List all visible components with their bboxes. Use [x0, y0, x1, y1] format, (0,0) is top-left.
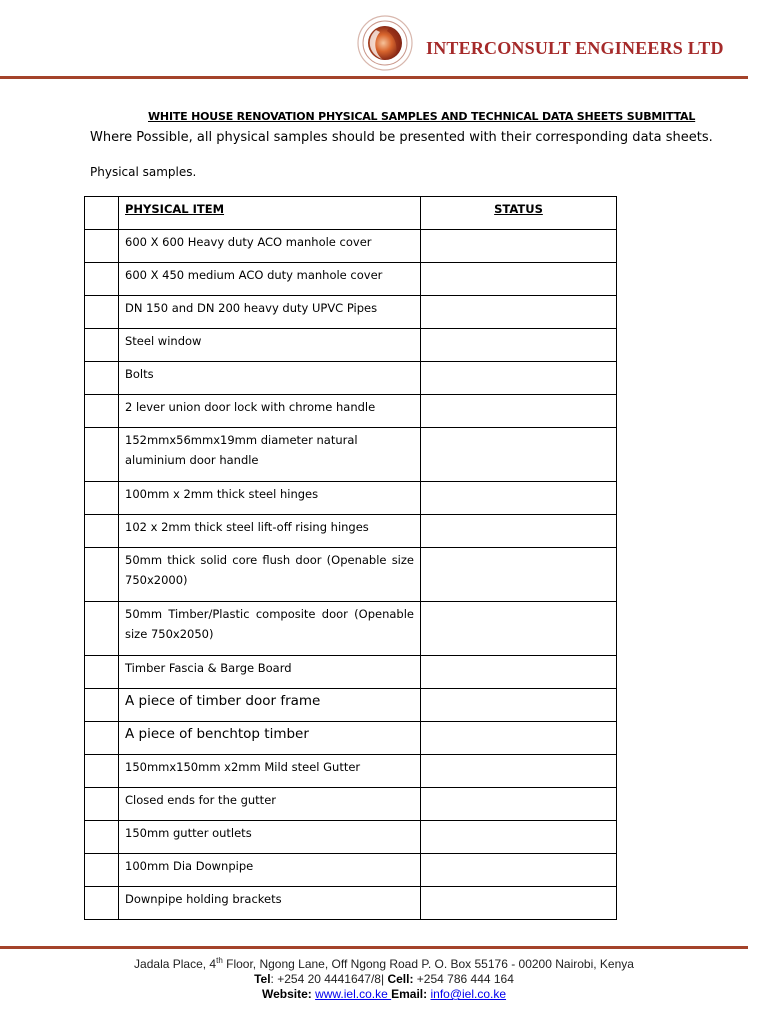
row-number-cell — [85, 395, 119, 428]
website-label: Website: — [261, 987, 312, 1001]
item-cell: Bolts — [119, 362, 421, 395]
table-row — [85, 230, 617, 263]
item-cell: A piece of timber door frame — [119, 689, 421, 722]
website-link[interactable]: www.iel.co.ke — [315, 987, 392, 1001]
status-cell[interactable] — [421, 722, 617, 755]
table-row — [85, 722, 617, 755]
status-cell[interactable] — [421, 482, 617, 515]
row-number-cell — [85, 887, 119, 920]
table-row — [85, 755, 617, 788]
status-cell[interactable] — [421, 329, 617, 362]
row-number-cell — [85, 788, 119, 821]
status-cell[interactable] — [421, 602, 617, 656]
company-logo-icon — [356, 12, 414, 74]
table-row — [85, 296, 617, 329]
table-row — [85, 602, 617, 656]
status-cell[interactable] — [421, 515, 617, 548]
item-cell: 150mm gutter outlets — [119, 821, 421, 854]
row-number-cell — [85, 656, 119, 689]
footer-phones — [0, 972, 768, 987]
email-link[interactable]: info@iel.co.ke — [430, 987, 507, 1001]
status-cell[interactable] — [421, 263, 617, 296]
cell-label: Cell: — [387, 972, 414, 986]
item-cell: 102 x 2mm thick steel lift-off rising hinges — [119, 515, 421, 548]
row-number-cell — [85, 755, 119, 788]
row-number-cell — [85, 722, 119, 755]
status-cell[interactable] — [421, 230, 617, 263]
item-cell: 600 X 600 Heavy duty ACO manhole cover — [119, 230, 421, 263]
row-number-cell — [85, 428, 119, 482]
status-cell[interactable] — [421, 548, 617, 602]
table-header-row — [85, 197, 617, 230]
row-number-cell — [85, 515, 119, 548]
item-cell: 150mmx150mm x2mm Mild steel Gutter — [119, 755, 421, 788]
row-number-cell — [85, 854, 119, 887]
tel-value: : +254 20 4441647/8| — [270, 972, 385, 986]
table-row — [85, 821, 617, 854]
row-number-cell — [85, 230, 119, 263]
status-cell[interactable] — [421, 755, 617, 788]
number-header-cell — [85, 197, 119, 230]
physical-samples-table — [84, 196, 617, 920]
section-label: Physical samples. — [90, 165, 197, 179]
item-cell: 100mm Dia Downpipe — [119, 854, 421, 887]
table-row — [85, 515, 617, 548]
table-row — [85, 656, 617, 689]
footer-address: Jadala Place, 4th Floor, Ngong Lane, Off Ngong Road P. O. Box 55176 - 00200 Nairobi, Kenya — [134, 956, 634, 971]
row-number-cell — [85, 482, 119, 515]
item-cell: 100mm x 2mm thick steel hinges — [119, 482, 421, 515]
intro-text: Where Possible, all physical samples should be presented with their corresponding data sheets. — [90, 130, 713, 145]
header-divider — [0, 76, 748, 79]
row-number-cell — [85, 821, 119, 854]
table-row — [85, 263, 617, 296]
status-header: STATUS — [421, 197, 617, 230]
item-cell: Steel window — [119, 329, 421, 362]
row-number-cell — [85, 548, 119, 602]
table-row — [85, 854, 617, 887]
row-number-cell — [85, 362, 119, 395]
row-number-cell — [85, 602, 119, 656]
footer — [0, 957, 768, 1002]
status-cell[interactable] — [421, 362, 617, 395]
table-row — [85, 482, 617, 515]
table-row — [85, 428, 617, 482]
status-cell[interactable] — [421, 854, 617, 887]
table-row — [85, 362, 617, 395]
footer-divider — [0, 946, 748, 949]
row-number-cell — [85, 329, 119, 362]
table-row — [85, 548, 617, 602]
row-number-cell — [85, 263, 119, 296]
cell-value: +254 786 444 164 — [413, 972, 514, 986]
tel-label: Tel — [254, 972, 271, 986]
item-cell: 2 lever union door lock with chrome handle — [119, 395, 421, 428]
status-cell[interactable] — [421, 887, 617, 920]
document-title: WHITE HOUSE RENOVATION PHYSICAL SAMPLES AND TECHNICAL DATA SHEETS SUBMITTAL — [148, 110, 696, 123]
row-number-cell — [85, 689, 119, 722]
item-cell: Closed ends for the gutter — [119, 788, 421, 821]
footer-web — [0, 987, 768, 1002]
table-row — [85, 329, 617, 362]
status-cell[interactable] — [421, 689, 617, 722]
table-row — [85, 689, 617, 722]
status-cell[interactable] — [421, 788, 617, 821]
table-row — [85, 395, 617, 428]
item-cell: DN 150 and DN 200 heavy duty UPVC Pipes — [119, 296, 421, 329]
status-cell[interactable] — [421, 656, 617, 689]
row-number-cell — [85, 296, 119, 329]
company-name: INTERCONSULT ENGINEERS LTD — [426, 38, 724, 58]
item-header: PHYSICAL ITEM — [119, 197, 421, 230]
status-cell[interactable] — [421, 428, 617, 482]
table-row — [85, 887, 617, 920]
table-row — [85, 788, 617, 821]
status-cell[interactable] — [421, 296, 617, 329]
item-cell: 50mm thick solid core flush door (Openable size 750x2000) — [119, 548, 421, 602]
item-cell: 50mm Timber/Plastic composite door (Openable size 750x2050) — [119, 602, 421, 656]
status-cell[interactable] — [421, 821, 617, 854]
item-cell: Downpipe holding brackets — [119, 887, 421, 920]
item-cell: 152mmx56mmx19mm diameter natural aluminium door handle — [119, 428, 421, 482]
item-cell: A piece of benchtop timber — [119, 722, 421, 755]
item-cell: 600 X 450 medium ACO duty manhole cover — [119, 263, 421, 296]
item-cell: Timber Fascia & Barge Board — [119, 656, 421, 689]
email-label: Email: — [391, 987, 428, 1001]
status-cell[interactable] — [421, 395, 617, 428]
